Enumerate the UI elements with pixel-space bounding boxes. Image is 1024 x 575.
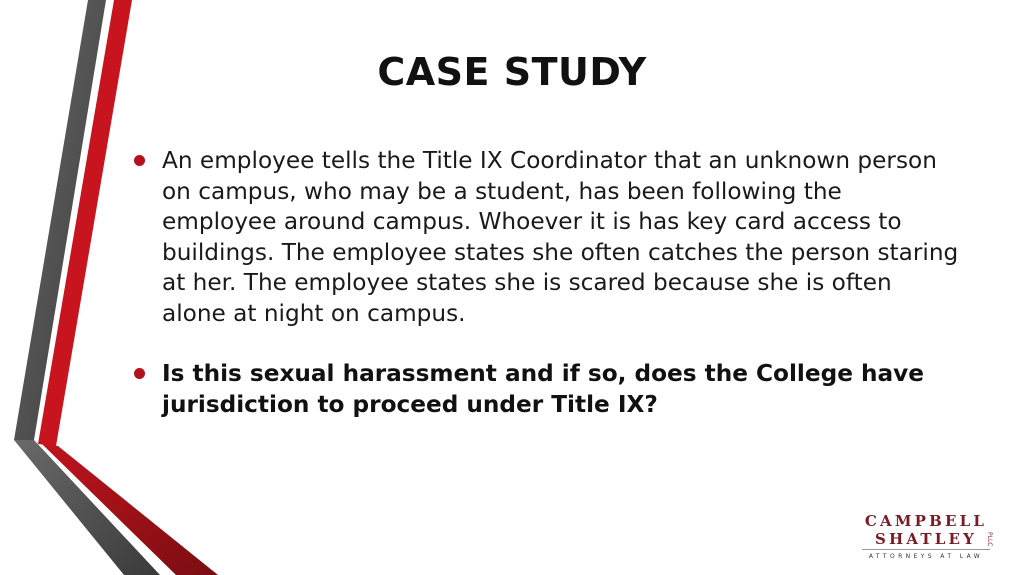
gray-base-stripe	[14, 440, 160, 575]
bullet-text: Is this sexual harassment and if so, does the College have jurisdiction to proceed under Title IX?	[162, 360, 924, 418]
bullet-item-scenario	[132, 146, 962, 329]
slide-title: CASE STUDY	[377, 50, 647, 94]
bullet-list	[132, 146, 962, 420]
logo-line-2: SHATLEY	[874, 530, 978, 548]
bullet-text: An employee tells the Title IX Coordinator that an unknown person on campus, who may be a student, has been following the employee around campus. Whoever it is has key card access to buildings. The employee states she often catches the person staring at her. The employee states she is scared because she is often alone at night on campus.	[162, 147, 959, 327]
bullet-dot-icon	[134, 368, 145, 379]
bullet-dot-icon	[134, 155, 145, 166]
logo-line-1: CAMPBELL	[864, 512, 988, 530]
firm-logo	[858, 512, 994, 568]
logo-suffix: PLLC	[986, 532, 993, 547]
logo-divider	[862, 549, 990, 550]
logo-tagline: ATTORNEYS AT LAW	[868, 553, 984, 560]
bullet-item-question	[132, 359, 962, 420]
